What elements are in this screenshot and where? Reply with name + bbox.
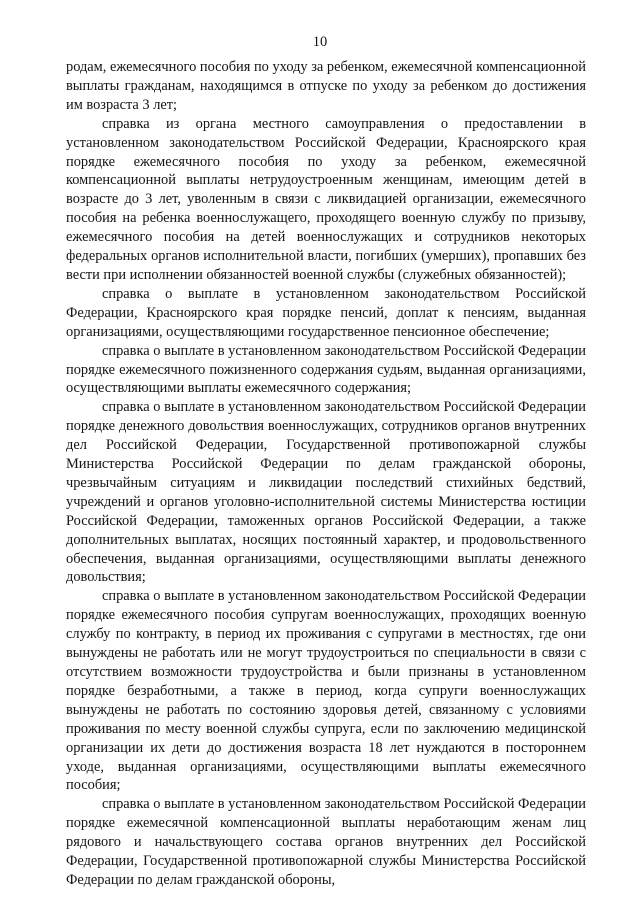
paragraph-continuation: родам, ежемесячного пособия по уходу за ребенком, ежемесячной компенсационной выплаты гражданам, находящимся в отпуске по уходу за ребенком до достижения им возраста 3 лет; [66, 59, 586, 113]
paragraph-local-government-certificate: справка из органа местного самоуправления о предоставлении в установленном законодательством Российской Федерации, Красноярского края порядке ежемесячного пособия по уходу за ребенком, ежемесячной компенсационной выплаты нетрудоустроенным женщинам, имеющим детей в возрасте до 3 лет, уволенным в связи с ликвидацией организации, ежемесячного пособия на ребенка военнослужащего, проходящего военную службу по призыву, ежемесячного пособия на детей военнослужащих и сотрудников некоторых федеральных органов исполнительной власти, погибших (умерших), пропавших без вести при исполнении обязанностей военной службы (служебных обязанностей); [66, 115, 586, 283]
paragraph-military-allowance-certificate: справка о выплате в установленном законодательством Российской Федерации порядке денежного довольствия военнослужащих, сотрудников органов внутренних дел Российской Федерации, Государственной противопожарной службы Министерства Российской Федерации по делам гражданской обороны, чрезвычайным ситуациям и ликвидации последствий стихийных бедствий, учреждений и органов уголовно-исполнительной системы Министерства юстиции Российской Федерации, таможенных органов Российской Федерации, а также дополнительных выплатах, носящих постоянный характер, и продовольственного обеспечения, выданная организациями, осуществляющими выплаты денежного довольствия; [66, 399, 586, 586]
paragraph-pension-certificate: справка о выплате в установленном законодательством Российской Федерации, Красноярского края порядке пенсий, доплат к пенсиям, выданная организациями, осуществляющими государственное пенсионное обеспечение; [66, 285, 586, 340]
document-body [66, 58, 586, 890]
paragraph-judges-maintenance-certificate: справка о выплате в установленном законодательством Российской Федерации порядке ежемесячного пожизненного содержания судьям, выданная организациями, осуществляющими выплаты ежемесячного содержания; [66, 342, 586, 397]
paragraph-spouse-allowance-certificate: справка о выплате в установленном законодательством Российской Федерации порядке ежемесячного пособия супругам военнослужащих, проходящих военную службу по контракту, в период их проживания с супругами в местностях, где они вынуждены не работать или не могут трудоустроиться по специальности в связи с отсутствием возможности трудоустройства и были признаны в установленном порядке безработными, а также в период, когда супруги военнослужащих вынуждены не работать по состоянию здоровья детей, связанному с условиями проживания по месту военной службы супруга, если по заключению медицинской организации их дети до достижения возраста 18 лет нуждаются в постороннем уходе, выданная организациями, осуществляющими выплаты ежемесячного пособия; [66, 588, 586, 794]
page-number: 10 [312, 34, 328, 50]
paragraph-compensation-wives-certificate: справка о выплате в установленном законодательством Российской Федерации порядке ежемесячной компенсационной выплаты неработающим женам лиц рядового и начальствующего состава органов внутренних дел Российской Федерации, Государственной противопожарной службы Министерства Российской Федерации по делам гражданской обороны, [66, 796, 586, 888]
